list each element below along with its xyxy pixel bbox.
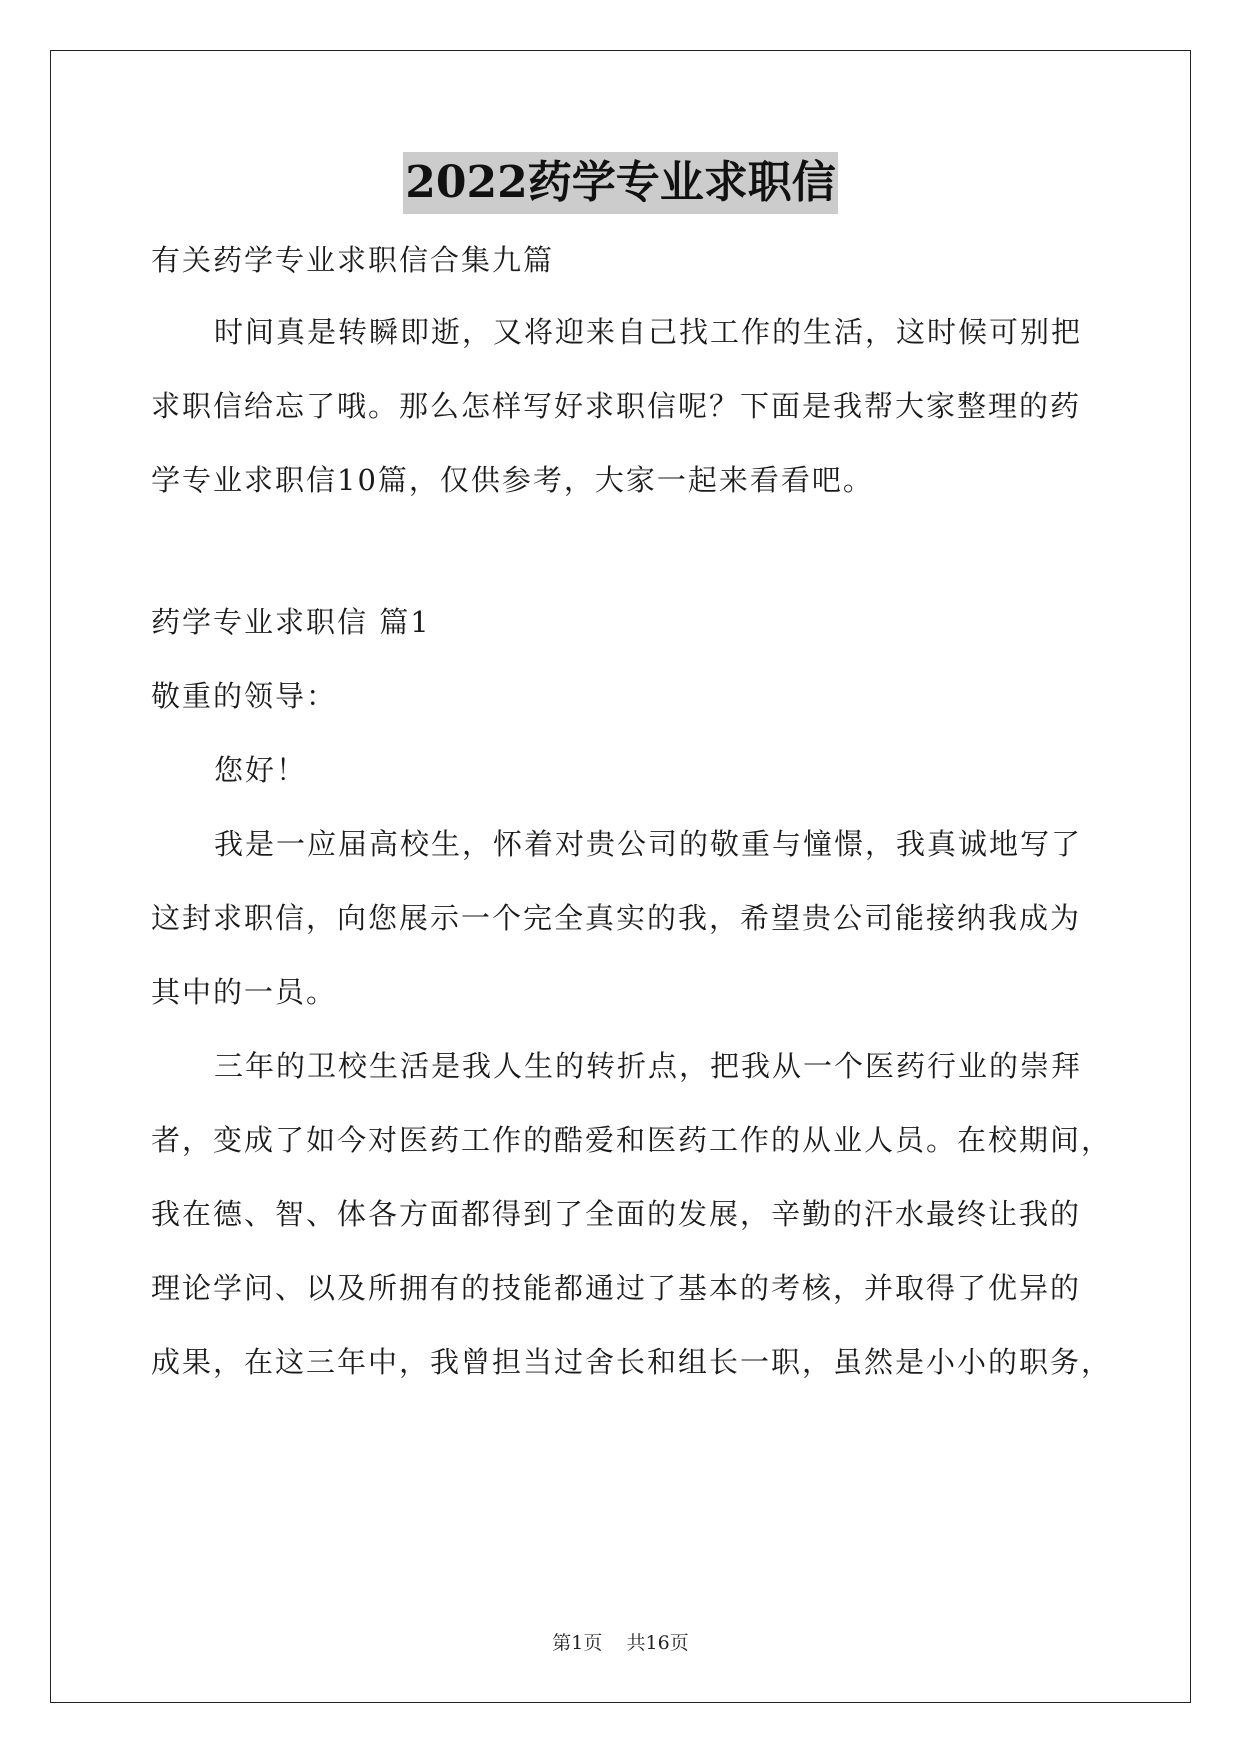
title-container: [0, 152, 1241, 214]
paragraph-line: 我在德、智、体各方面都得到了全面的发展，辛勤的汗水最终让我的: [151, 1197, 1082, 1231]
paragraph-line: 三年的卫校生活是我人生的转折点，把我从一个医药行业的崇拜: [214, 1049, 1083, 1083]
paragraph-line: 者，变成了如今对医药工作的酷爱和医药工作的从业人员。在校期间，: [151, 1123, 1113, 1157]
page-border: [50, 50, 1191, 1703]
page-footer: [0, 1631, 1241, 1655]
section-heading: 药学专业求职信 篇1: [151, 605, 431, 639]
paragraph-line: 学专业求职信10篇，仅供参考，大家一起来看看吧。: [151, 463, 874, 497]
paragraph-line: 我是一应届高校生，怀着对贵公司的敬重与憧憬，我真诚地写了: [214, 827, 1083, 861]
page-total: 共16页: [626, 1632, 689, 1654]
paragraph-line: 理论学问、以及所拥有的技能都通过了基本的考核，并取得了优异的: [151, 1271, 1082, 1305]
salutation: 敬重的领导：: [151, 679, 338, 713]
paragraph-line: 成果，在这三年中，我曾担当过舍长和组长一职，虽然是小小的职务，: [151, 1345, 1113, 1379]
document-title: 2022药学专业求职信: [403, 152, 837, 214]
document-subtitle: 有关药学专业求职信合集九篇: [151, 243, 555, 277]
page-number: 第1页: [552, 1632, 603, 1654]
greeting: 您好！: [214, 753, 308, 787]
paragraph-line: 其中的一员。: [151, 975, 338, 1009]
paragraph-line: 时间真是转瞬即逝，又将迎来自己找工作的生活，这时候可别把: [214, 315, 1083, 349]
paragraph-line: 求职信给忘了哦。那么怎样写好求职信呢？下面是我帮大家整理的药: [151, 389, 1082, 423]
paragraph-line: 这封求职信，向您展示一个完全真实的我，希望贵公司能接纳我成为: [151, 901, 1082, 935]
